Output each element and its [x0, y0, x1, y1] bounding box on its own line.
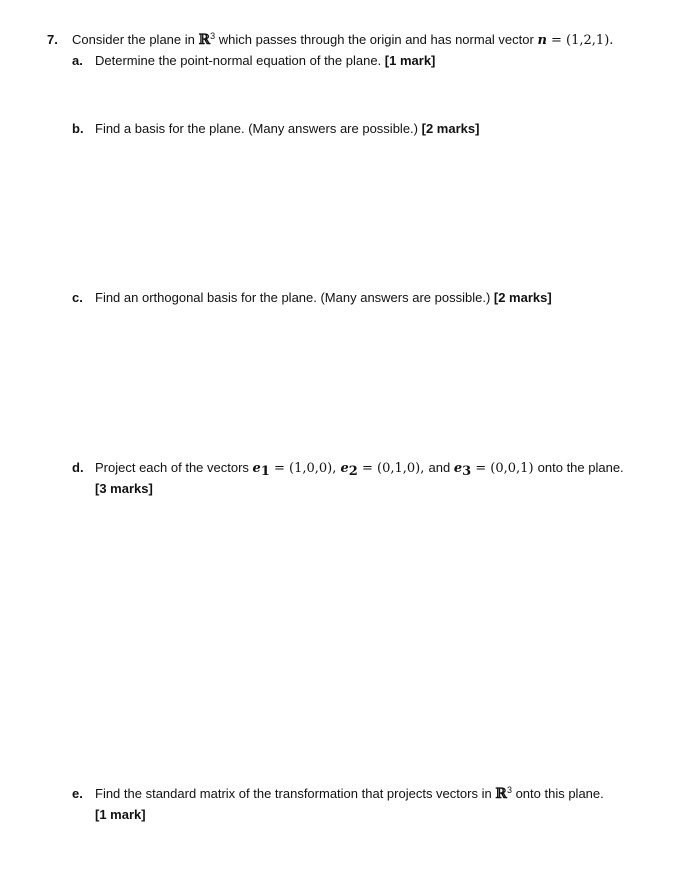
normal-vector-symbol: n: [537, 33, 547, 48]
part-a-label: a.: [72, 53, 83, 68]
part-b-label: b.: [72, 121, 84, 136]
real-space-symbol: ℝ: [495, 786, 507, 802]
part-d-marks: [3 marks]: [95, 481, 153, 496]
part-e-label: e.: [72, 786, 83, 801]
question-number: 7.: [47, 32, 58, 47]
part-d-label: d.: [72, 460, 84, 475]
e1-symbol: e: [252, 461, 261, 476]
part-d-text: Project each of the vectors $e_1 = (1,0,0)$, $e_2 = (0,1,0)$, and $e_3 = (0,0,1)$ onto the plane.: [95, 460, 624, 479]
normal-vector-value: = (1,2,1).: [546, 33, 614, 48]
e2-value: = (0,1,0),: [357, 461, 429, 476]
e3-symbol: e: [453, 461, 463, 476]
part-c-label: c.: [72, 290, 83, 305]
part-b-marks: [2 marks]: [421, 121, 480, 136]
part-c-text: Find an orthogonal basis for the plane. (Many answers are possible.) [2 marks]: [95, 290, 552, 305]
part-b-text: Find a basis for the plane. (Many answers are possible.) [2 marks]: [95, 121, 480, 136]
e1-value: = (1,0,0),: [269, 461, 341, 476]
part-a-marks: [1 mark]: [384, 53, 436, 68]
part-e-marks: [1 mark]: [95, 807, 146, 822]
question-statement: Consider the plane in ℝ$^3$ which passes through the origin and has normal vector n = (1,2,1).: [72, 31, 614, 48]
part-a-text: Determine the point-normal equation of the plane. [1 mark]: [95, 53, 436, 68]
e2-symbol: e: [340, 461, 349, 476]
part-c-marks: [2 marks]: [493, 290, 552, 305]
part-e-text: Find the standard matrix of the transformation that projects vectors in ℝ$^3$ onto this plane.: [95, 785, 604, 802]
real-space-symbol: ℝ: [198, 32, 211, 48]
e3-value: = (0,0,1): [471, 461, 538, 476]
